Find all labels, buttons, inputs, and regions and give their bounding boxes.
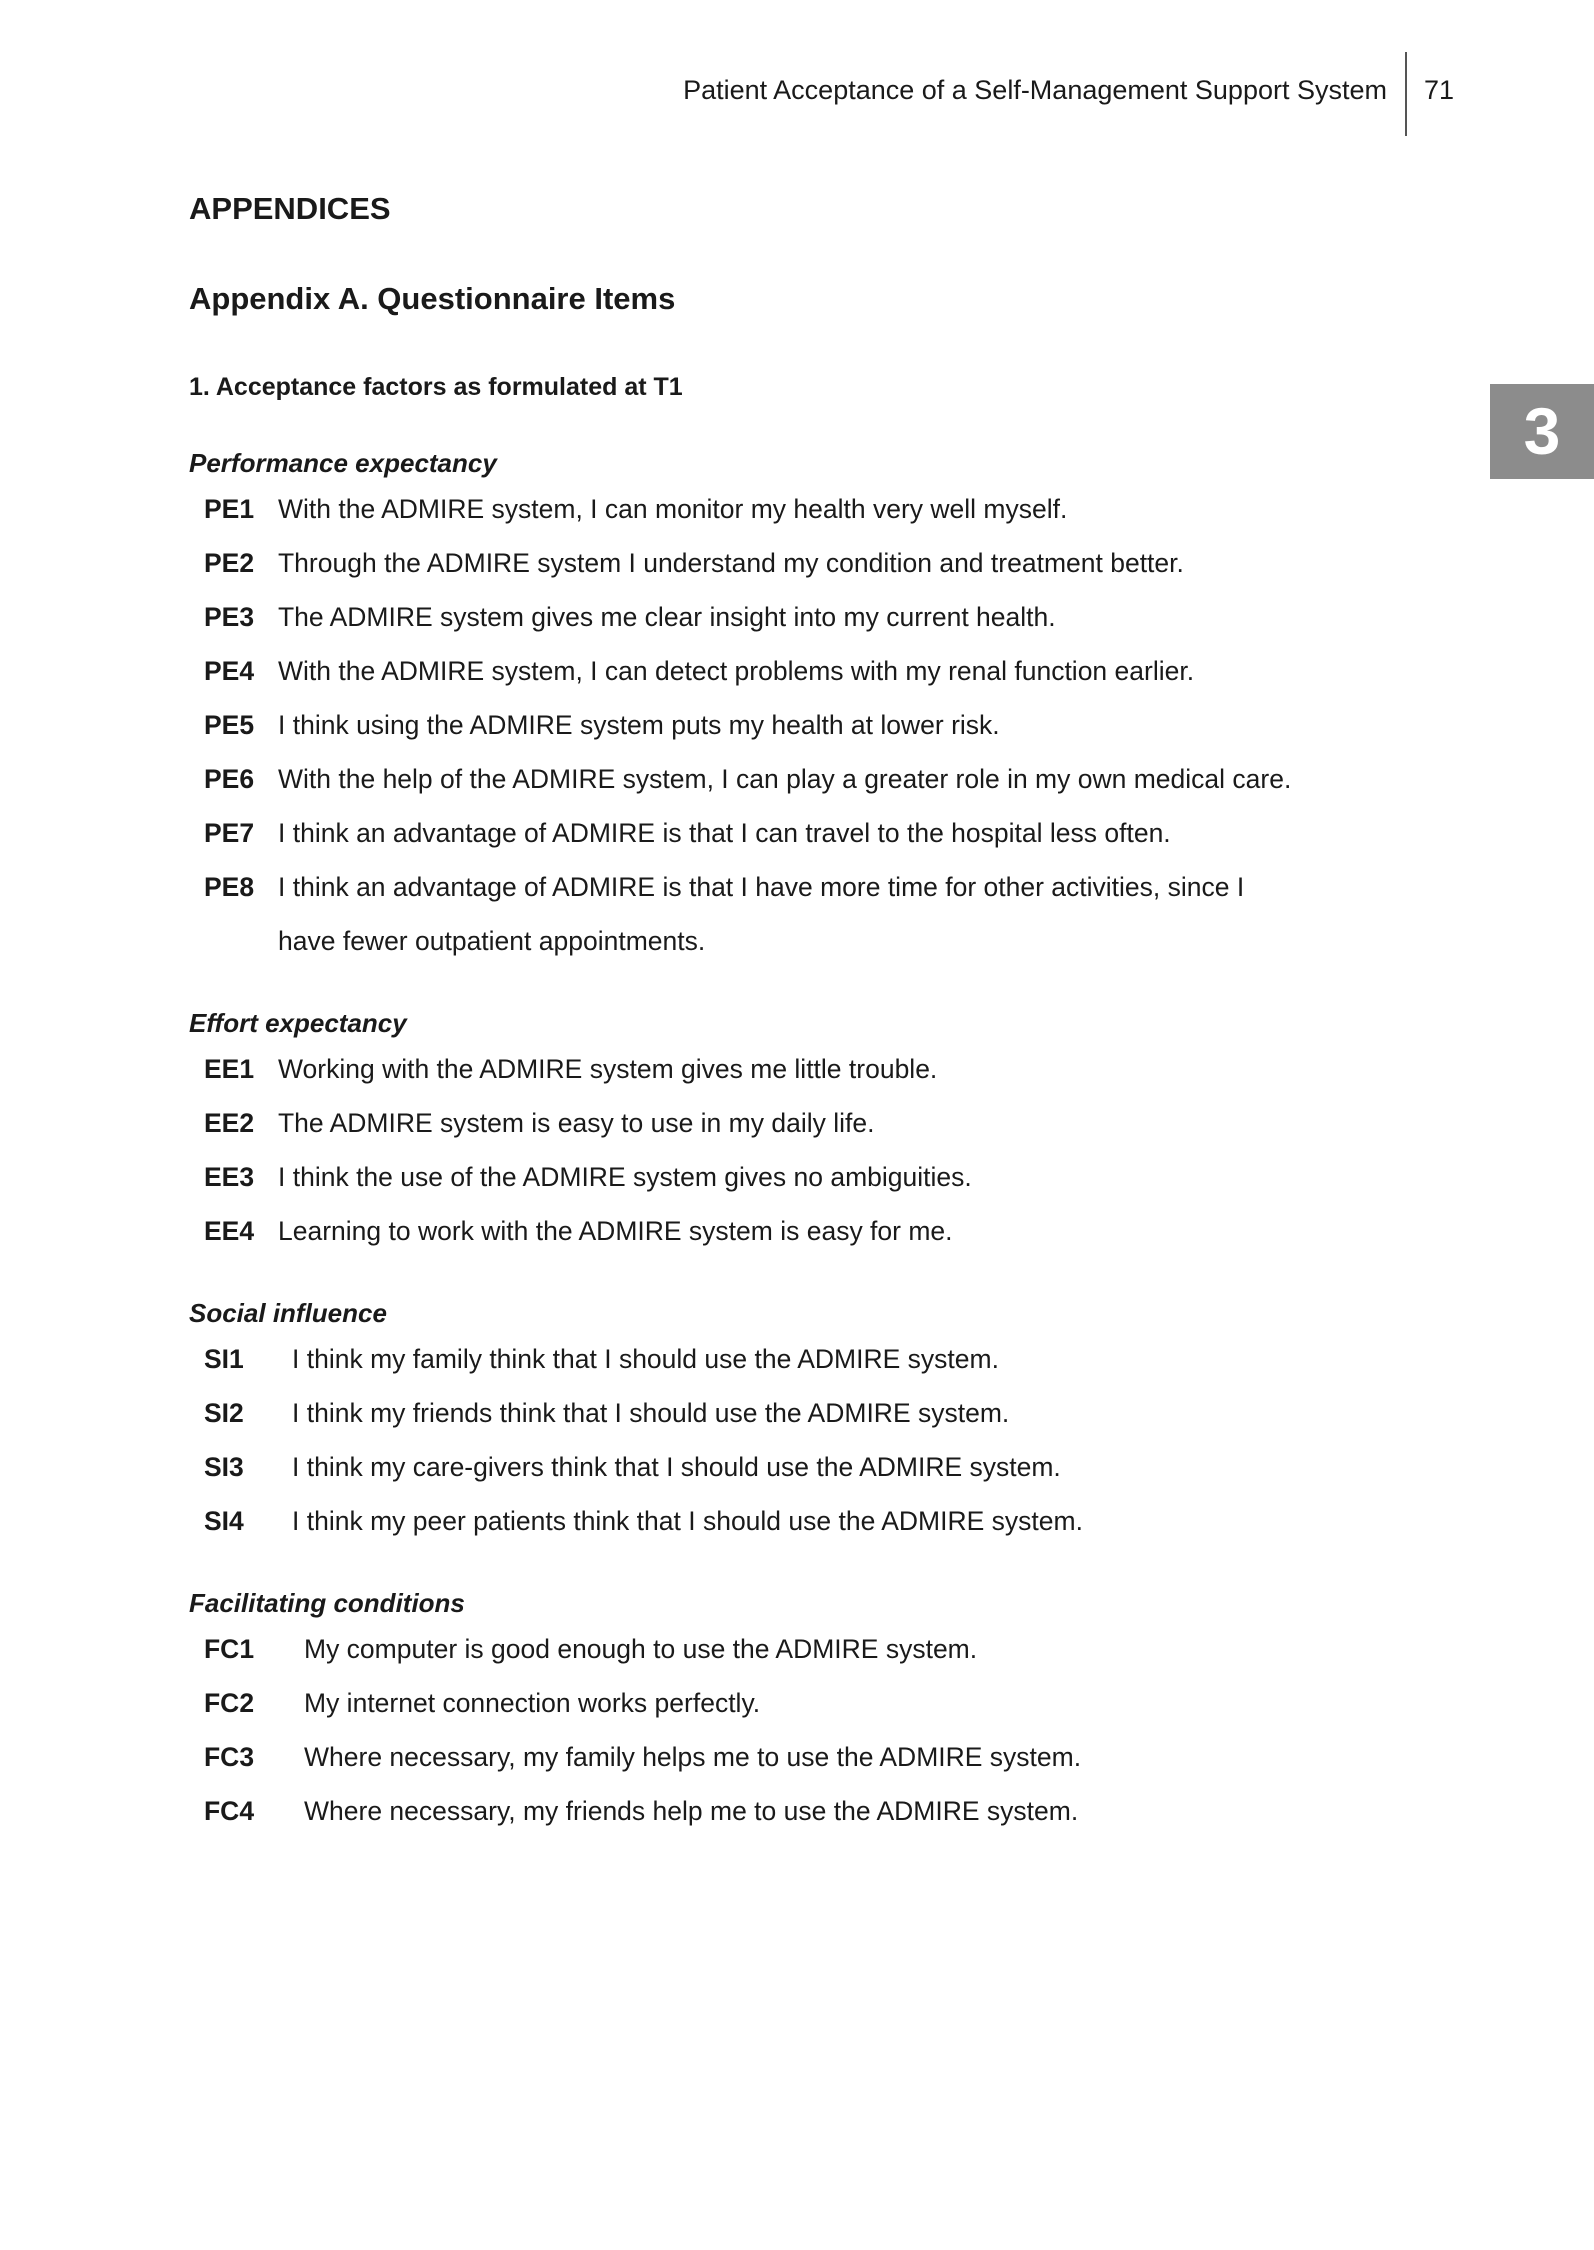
section-effort-expectancy xyxy=(189,1004,1409,1258)
item-list xyxy=(189,1622,1409,1838)
item-code: FC3 xyxy=(204,1742,255,1772)
page-content xyxy=(189,186,1409,1838)
item-code: PE5 xyxy=(204,710,255,740)
item-text: I think my peer patients think that I should use the ADMIRE system. xyxy=(292,1506,1083,1536)
item-text: Where necessary, my friends help me to use the ADMIRE system. xyxy=(304,1796,1079,1826)
questionnaire-item xyxy=(189,1332,1409,1386)
item-code: PE2 xyxy=(204,548,255,578)
questionnaire-item xyxy=(189,644,1409,698)
appendix-a-heading: Appendix A. Questionnaire Items xyxy=(189,281,676,316)
item-text: I think using the ADMIRE system puts my health at lower risk. xyxy=(278,710,1000,740)
item-list xyxy=(189,482,1409,968)
item-code: SI1 xyxy=(204,1344,244,1374)
questionnaire-item xyxy=(189,1150,1409,1204)
item-code: SI2 xyxy=(204,1398,244,1428)
item-code: PE3 xyxy=(204,602,255,632)
questionnaire-item xyxy=(189,1622,1409,1676)
item-code: PE1 xyxy=(204,494,255,524)
questionnaire-item xyxy=(189,1096,1409,1150)
section-title: Effort expectancy xyxy=(189,1008,407,1038)
item-text: I think the use of the ADMIRE system gives no ambiguities. xyxy=(278,1162,972,1192)
item-text: The ADMIRE system gives me clear insight into my current health. xyxy=(278,602,1056,632)
item-text: Through the ADMIRE system I understand my condition and treatment better. xyxy=(278,548,1184,578)
item-text: Where necessary, my family helps me to use the ADMIRE system. xyxy=(304,1742,1082,1772)
section-facilitating-conditions xyxy=(189,1584,1409,1838)
section-social-influence xyxy=(189,1294,1409,1548)
questionnaire-item xyxy=(189,1676,1409,1730)
item-code: FC1 xyxy=(204,1634,255,1664)
page-number: 71 xyxy=(1424,75,1455,105)
subsection-heading: 1. Acceptance factors as formulated at T1 xyxy=(189,373,683,401)
questionnaire-item xyxy=(189,1784,1409,1838)
section-title: Social influence xyxy=(189,1298,387,1328)
section-performance-expectancy xyxy=(189,444,1409,968)
item-list xyxy=(189,1042,1409,1258)
item-text: I think my friends think that I should use the ADMIRE system. xyxy=(292,1398,1010,1428)
questionnaire-item xyxy=(189,698,1409,752)
item-text: I think an advantage of ADMIRE is that I have more time for other activities, since I have fewer outpatient appointments. xyxy=(278,872,1245,956)
item-text: With the ADMIRE system, I can monitor my health very well myself. xyxy=(278,494,1068,524)
item-code: EE3 xyxy=(204,1162,255,1192)
questionnaire-item xyxy=(189,1386,1409,1440)
running-title: Patient Acceptance of a Self-Management Support System xyxy=(683,75,1387,105)
running-header xyxy=(0,70,1594,138)
item-code: SI3 xyxy=(204,1452,244,1482)
item-text: With the help of the ADMIRE system, I can play a greater role in my own medical care. xyxy=(278,764,1292,794)
questionnaire-item xyxy=(189,536,1409,590)
item-code: PE7 xyxy=(204,818,255,848)
item-text: With the ADMIRE system, I can detect problems with my renal function earlier. xyxy=(278,656,1195,686)
questionnaire-item xyxy=(189,860,1409,968)
item-text: Working with the ADMIRE system gives me little trouble. xyxy=(278,1054,938,1084)
section-title: Facilitating conditions xyxy=(189,1588,465,1618)
section-title: Performance expectancy xyxy=(189,448,497,478)
item-text: My computer is good enough to use the ADMIRE system. xyxy=(304,1634,978,1664)
item-code: PE8 xyxy=(204,872,255,902)
questionnaire-item xyxy=(189,1440,1409,1494)
item-code: FC2 xyxy=(204,1688,255,1718)
questionnaire-item xyxy=(189,1730,1409,1784)
header-divider xyxy=(1405,52,1407,136)
item-code: PE4 xyxy=(204,656,255,686)
questionnaire-item xyxy=(189,1494,1409,1548)
chapter-tab: 3 xyxy=(1490,384,1594,479)
item-text: I think my family think that I should use the ADMIRE system. xyxy=(292,1344,999,1374)
item-code: EE1 xyxy=(204,1054,255,1084)
item-text: Learning to work with the ADMIRE system is easy for me. xyxy=(278,1216,953,1246)
item-code: FC4 xyxy=(204,1796,255,1826)
item-text: The ADMIRE system is easy to use in my daily life. xyxy=(278,1108,875,1138)
questionnaire-item xyxy=(189,806,1409,860)
item-text: I think an advantage of ADMIRE is that I can travel to the hospital less often. xyxy=(278,818,1171,848)
item-code: PE6 xyxy=(204,764,255,794)
questionnaire-item xyxy=(189,752,1409,806)
questionnaire-item xyxy=(189,482,1409,536)
item-code: EE2 xyxy=(204,1108,255,1138)
questionnaire-item xyxy=(189,590,1409,644)
item-code: SI4 xyxy=(204,1506,244,1536)
item-code: EE4 xyxy=(204,1216,255,1246)
item-text: I think my care-givers think that I should use the ADMIRE system. xyxy=(292,1452,1061,1482)
questionnaire-item xyxy=(189,1204,1409,1258)
appendices-heading: APPENDICES xyxy=(189,191,391,226)
item-list xyxy=(189,1332,1409,1548)
questionnaire-item xyxy=(189,1042,1409,1096)
item-text: My internet connection works perfectly. xyxy=(304,1688,761,1718)
